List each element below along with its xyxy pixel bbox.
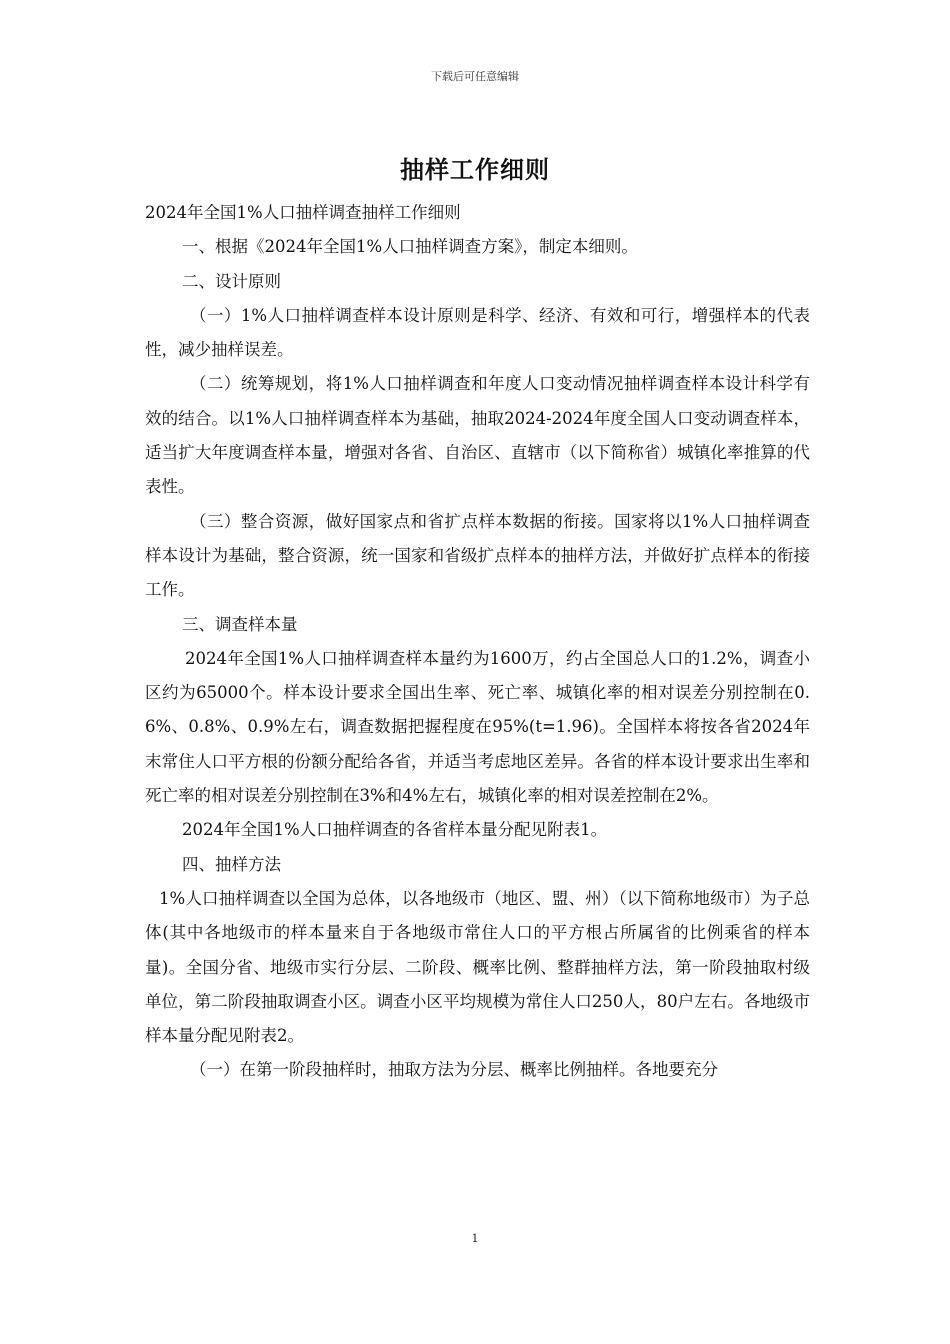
paragraph-principle-3: （三）整合资源，做好国家点和省扩点样本数据的衔接。国家将以1%人口抽样调查样本设计为基础，整合资源，统一国家和省级扩点样本的抽样方法，并做好扩点样本的衔接工作。 xyxy=(145,511,810,600)
paragraph-sample-allocation: 2024年全国1%人口抽样调查的各省样本量分配见附表1。 xyxy=(182,820,608,840)
paragraph-section-1: 一、根据《2024年全国1%人口抽样调查方案》，制定本细则。 xyxy=(182,237,638,257)
document-title: 抽样工作细则 xyxy=(400,156,550,184)
paragraph-sample-size: 2024年全国1%人口抽样调查样本量约为1600万，约占全国总人口的1.2%，调查小区约为65000个。样本设计要求全国出生率、死亡率、城镇化率的相对误差分别控制在0.6%、0.8%、0.9%左右，调查数据把握程度在95%(t=1.96)。全国样本将按各省2024年末常住人口平方根的份额分配给各省，并适当考虑地区差异。各省的样本设计要求出生率和死亡率的相对误差分别控制在3%和4%左右，城镇化率的相对误差控制在2%。 xyxy=(145,648,810,806)
heading-section-2: 二、设计原则 xyxy=(182,271,281,291)
paragraph-first-stage: （一）在第一阶段抽样时，抽取方法为分层、概率比例抽样。各地要充分 xyxy=(190,1060,718,1080)
paragraph-subtitle: 2024年全国1%人口抽样调查抽样工作细则 xyxy=(145,203,461,222)
page-header: 下载后可任意编辑 xyxy=(431,70,519,83)
heading-section-3: 三、调查样本量 xyxy=(182,614,298,634)
page-number: 1 xyxy=(471,1232,479,1245)
paragraph-principle-1: （一）1%人口抽样调查样本设计原则是科学、经济、有效和可行，增强样本的代表性，减少抽样误差。 xyxy=(145,305,810,360)
paragraph-principle-2: （二）统筹规划，将1%人口抽样调查和年度人口变动情况抽样调查样本设计科学有效的结合。以1%人口抽样调查样本为基础，抽取2024-2024年度全国人口变动调查样本，适当扩大年度调查样本量，增强对各省、自治区、直辖市（以下简称省）城镇化率推算的代表性。 xyxy=(145,374,810,497)
paragraph-sampling-method: 1%人口抽样调查以全国为总体，以各地级市（地区、盟、州）（以下简称地级市）为子总体(其中各地级市的样本量来自于各地级市常住人口的平方根占所属省的比例乘省的样本量)。全国分省、地级市实行分层、二阶段、概率比例、整群抽样方法，第一阶段抽取村级单位，第二阶段抽取调查小区。调查小区平均规模为常住人口250人，80户左右。各地级市样本量分配见附表2。 xyxy=(145,888,810,1046)
document-body xyxy=(145,196,810,1088)
heading-section-4: 四、抽样方法 xyxy=(182,854,281,874)
